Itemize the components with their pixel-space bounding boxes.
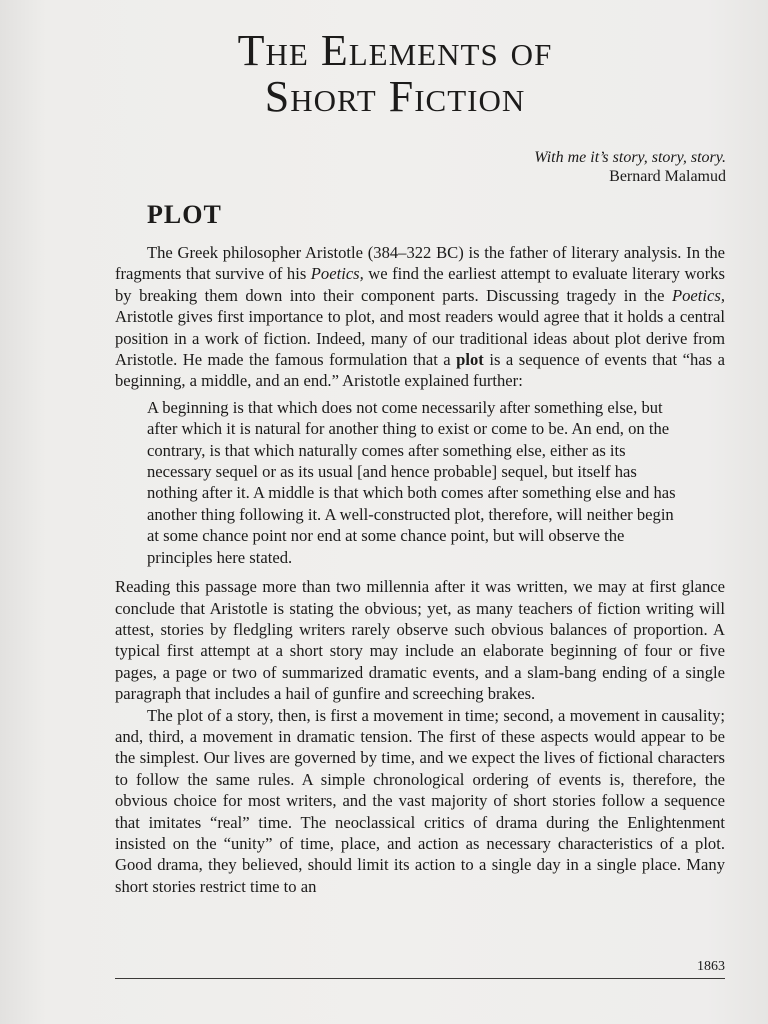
paragraph-2: Reading this passage more than two millennia after it was written, we may at first glance conclude that Aristotle is stating the obvious; yet, as many teachers of fiction writing will attest, stories by fledgling writers rarely observe such obvious balances of proportion. A typical first attempt at a short story may include an elaborate beginning of four or five pages, a page or two of summarized dramatic events, and a slam-bang ending of a single paragraph that includes a hail of gunfire and screeching brakes. xyxy=(115,577,725,704)
epigraph-quote: With me it’s story, story, story. xyxy=(534,149,726,166)
page-title xyxy=(160,28,630,120)
title-line-1: The Elements of xyxy=(237,26,553,75)
page-number: 1863 xyxy=(697,959,725,974)
paragraph-1 xyxy=(115,242,725,392)
paragraph-3: The plot of a story, then, is first a movement in time; second, a movement in causality; and, third, a movement in dramatic tension. The first of these aspects would appear to be the simplest. Our lives are governed by time, and we expect the lives of fictional characters to follow the same rules. A simple chronological ordering of events is, therefore, the obvious choice for most writers, and the vast majority of short stories follow a sequence that imitates “real” time. The neoclassical critics of drama during the Enlightenment insisted on the “unity” of time, place, and action as necessary characteristics of a plot. Good drama, they believed, should limit its action to a single day in a single place. Many short stories restrict time to an xyxy=(115,705,725,896)
epigraph xyxy=(326,148,726,186)
p1-text-c: Aristotle gives first importance to plot, and most readers would agree that it holds a central position in a work of fiction. Indeed, many of our traditional ideas about plot derive from Aristotle. He made the famous formulation that a xyxy=(115,307,725,370)
body-text xyxy=(115,242,725,897)
p1-text-b: we find the earliest attempt to evaluate literary works by breaking them down into their component parts. Discussing tragedy in the xyxy=(115,264,726,305)
p1-text-a: The Greek philosopher Aristotle (384–322 BC) is the father of literary analysis. In the fragments that survive of his xyxy=(115,243,725,284)
p1-bold-plot: plot xyxy=(456,350,484,370)
p1-text-d: is a sequence of events that “has a beginning, a middle, and an end.” Aristotle explained further: xyxy=(115,350,725,391)
section-heading: PLOT xyxy=(147,200,222,229)
footer-rule xyxy=(115,978,725,979)
aristotle-quote: A beginning is that which does not come necessarily after something else, but after which it is natural for another thing to exist or come to be. An end, on the contrary, is that which naturally comes after something else, either as its necessary sequel or as its usual [and hence probable] sequel, but itself has nothing after it. A middle is that which both comes after something else and has another thing following it. A well-constructed plot, therefore, will neither begin at some chance point nor end at some chance point, but will observe the principles here stated. xyxy=(147,397,676,567)
epigraph-author: Bernard Malamud xyxy=(609,168,726,185)
title-line-2: Short Fiction xyxy=(264,72,526,121)
p1-italic-poetics-2: Poetics, xyxy=(672,285,725,305)
p1-italic-poetics-1: Poetics, xyxy=(310,264,364,284)
